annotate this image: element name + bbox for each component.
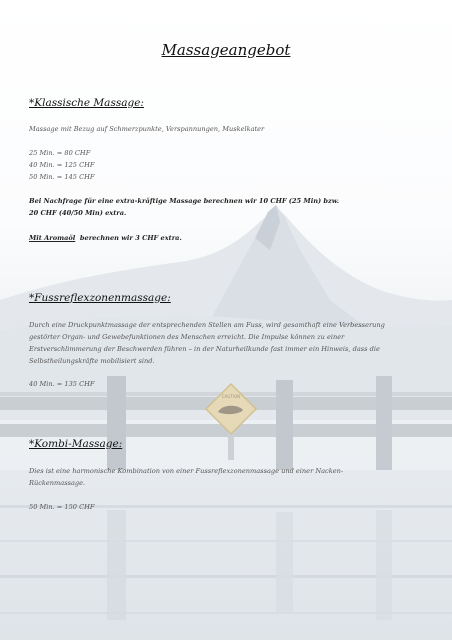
section-heading-kombi-massage: *Kombi-Massage: (29, 438, 123, 450)
aroma-note (29, 234, 182, 243)
extra-note-line: Bei Nachfrage für eine extra-kräftige Massage berechnen wir 10 CHF (25 Min) bzw. (29, 197, 340, 205)
section-description: Massage mit Bezug auf Schmerzpunkte, Verspannungen, Muskelkater (29, 125, 265, 133)
extra-note-line: 20 CHF (40/50 Min) extra. (29, 209, 127, 217)
sign-text: CAUTION (221, 394, 241, 399)
aroma-label: Mit Aromaöl (29, 234, 76, 242)
section-description-line: Durch eine Druckpunktmassage der entsprechenden Stellen am Fuss, wird gesamthaft eine Verbesserung (29, 321, 385, 329)
price-line: 50 Min. = 145 CHF (29, 173, 95, 181)
price-line: 40 Min. = 125 CHF (29, 161, 95, 169)
price-line: 40 Min. = 135 CHF (29, 380, 95, 388)
section-description-line: gestörter Organ- und Gewebefunktionen des Menschen erreicht. Die Impulse können zu einer (29, 333, 345, 341)
aroma-rest: berechnen wir 3 CHF extra. (75, 234, 182, 242)
section-description-line: Erstverschlimmerung der Beschwerden führen – in der Naturheilkunde fast immer ein Hinweis, dass die (29, 345, 380, 353)
section-description-line: Selbstheilungskräfte mobilisiert sind. (29, 357, 155, 365)
section-description-line: Dies ist eine harmonische Kombination von einer Fussreflexzonenmassage und einer Nacken- (29, 467, 344, 475)
section-heading-klassische-massage: *Klassische Massage: (29, 97, 144, 109)
page-title: Massageangebot (161, 41, 291, 59)
section-description-line: Rückenmassage. (29, 479, 86, 487)
price-line: 50 Min. = 150 CHF (29, 503, 95, 511)
section-heading-fussreflexzonenmassage: *Fussreflexzonenmassage: (29, 292, 171, 304)
price-line: 25 Min. = 80 CHF (29, 149, 91, 157)
